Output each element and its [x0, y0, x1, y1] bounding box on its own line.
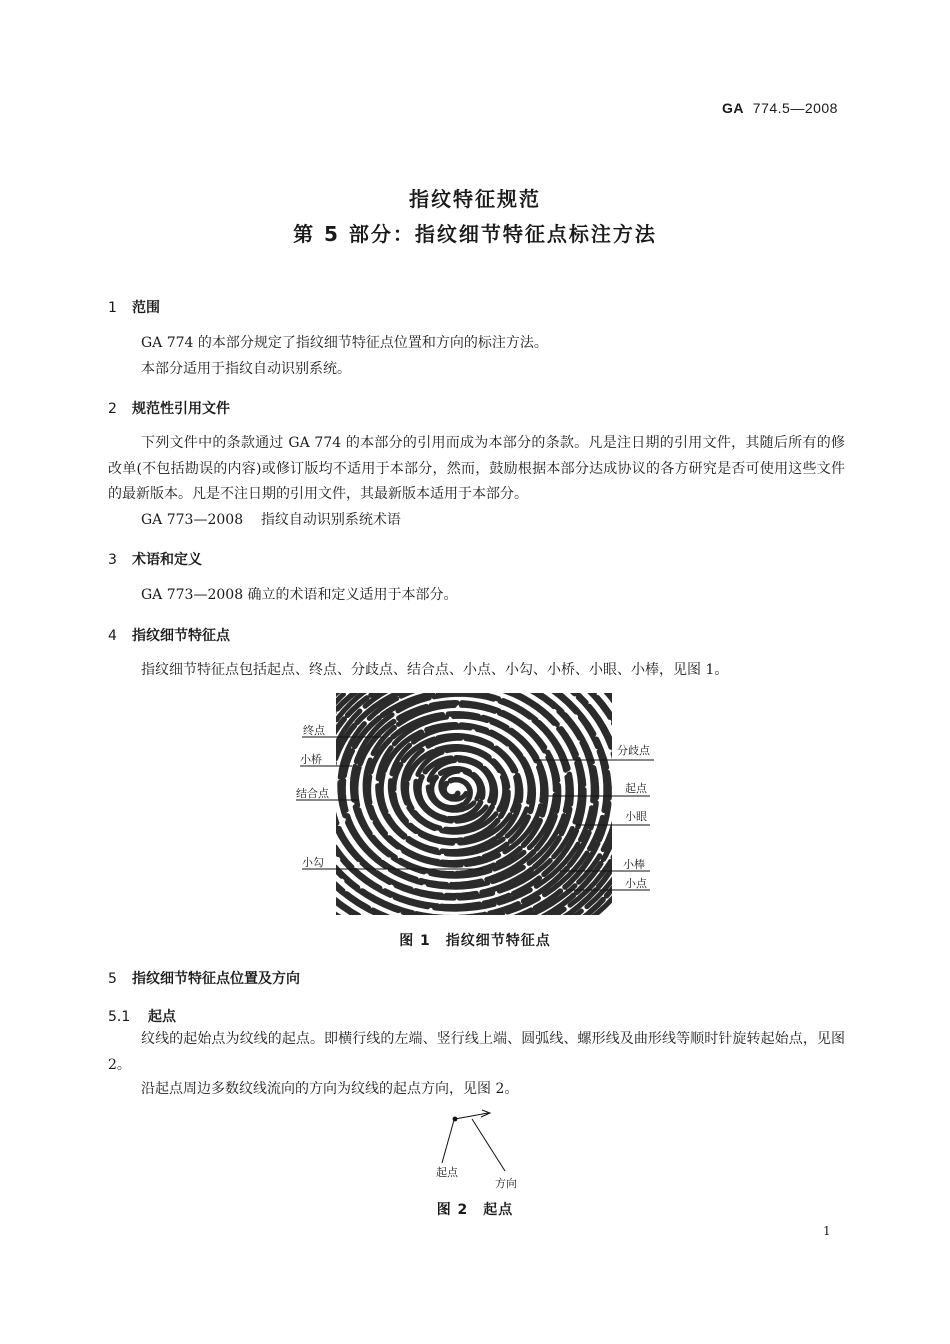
section-title: 规范性引用文件	[132, 401, 230, 417]
label-bridge: 小桥	[300, 753, 322, 766]
section-5-1-para-2: 沿起点周边多数纹线流向的方向为纹线的起点方向，见图 2。	[141, 1081, 519, 1097]
start-point-leader	[442, 1120, 454, 1163]
document-subtitle: 第 5 部分：指纹细节特征点标注方法	[293, 222, 657, 246]
reference-title: 指纹自动识别系统术语	[260, 512, 401, 528]
section-3-para-1: GA 773—2008 确立的术语和定义适用于本部分。	[141, 587, 458, 603]
section-number: 1	[108, 300, 117, 316]
section-title: 范围	[132, 300, 160, 316]
section-5-heading	[108, 968, 300, 988]
section-number: 5.1	[108, 1009, 131, 1025]
section-4-para-1: 指纹细节特征点包括起点、终点、分歧点、结合点、小点、小勾、小桥、小眼、小棒，见图 1。	[141, 662, 729, 678]
section-title: 术语和定义	[132, 552, 202, 568]
section-5-1-para-1: 纹线的起始点为纹线的起点。即横行线的左端、竖行线上端、圆弧线、螺形线及曲形线等顺时针旋转起始点，见图 2。	[108, 1031, 845, 1073]
label-bifurcation: 分歧点	[617, 744, 650, 757]
label-hook: 小勾	[302, 856, 324, 869]
label-dot: 小点	[625, 877, 647, 890]
section-4-heading	[108, 625, 230, 645]
section-3-heading	[108, 549, 202, 569]
document-title: 指纹特征规范	[409, 187, 541, 211]
label-end-point: 终点	[303, 724, 325, 737]
section-1-para-1: GA 774 的本部分规定了指纹细节特征点位置和方向的标注方法。	[141, 335, 548, 351]
label-start-point: 起点	[625, 782, 647, 795]
section-2-heading	[108, 398, 230, 418]
section-number: 4	[108, 628, 117, 644]
label-eye: 小眼	[625, 810, 647, 823]
section-1-heading	[108, 297, 160, 317]
figure-1-caption: 图 1 指纹细节特征点	[399, 933, 551, 949]
figure-2-label-direction: 方向	[495, 1177, 517, 1190]
figure-2-label-start-point: 起点	[436, 1166, 458, 1179]
standard-code-number: 774.5—2008	[752, 100, 838, 116]
page-number: 1	[823, 1224, 831, 1238]
reference-code: GA 773—2008	[141, 512, 244, 528]
fingerprint-image	[336, 693, 612, 915]
section-title: 指纹细节特征点位置及方向	[132, 971, 300, 987]
section-title: 指纹细节特征点	[132, 628, 230, 644]
label-stick: 小棒	[623, 858, 645, 871]
figure-2-caption: 图 2 起点	[436, 1202, 514, 1218]
normative-reference	[141, 508, 401, 533]
label-join-point: 结合点	[296, 787, 329, 800]
section-5-1-heading	[108, 1006, 176, 1026]
direction-leader	[472, 1119, 505, 1171]
start-point-dot	[453, 1117, 458, 1122]
section-number: 3	[108, 552, 117, 568]
section-number: 2	[108, 401, 117, 417]
standard-code-prefix: GA	[722, 100, 744, 116]
standard-code	[722, 100, 838, 116]
section-2-para-1: 下列文件中的条款通过 GA 774 的本部分的引用而成为本部分的条款。凡是注日期的引用文件，其随后所有的修改单(不包括勘误的内容)或修订版均不适用于本部分，然而，鼓励根据本部分达成协议的各方研究是否可使用这些文件的最新版本。凡是不注日期的引用文件，其最新版本适用于本部分。	[108, 435, 845, 502]
section-number: 5	[108, 971, 117, 987]
section-1-para-2: 本部分适用于指纹自动识别系统。	[141, 361, 351, 377]
section-title: 起点	[148, 1009, 176, 1025]
